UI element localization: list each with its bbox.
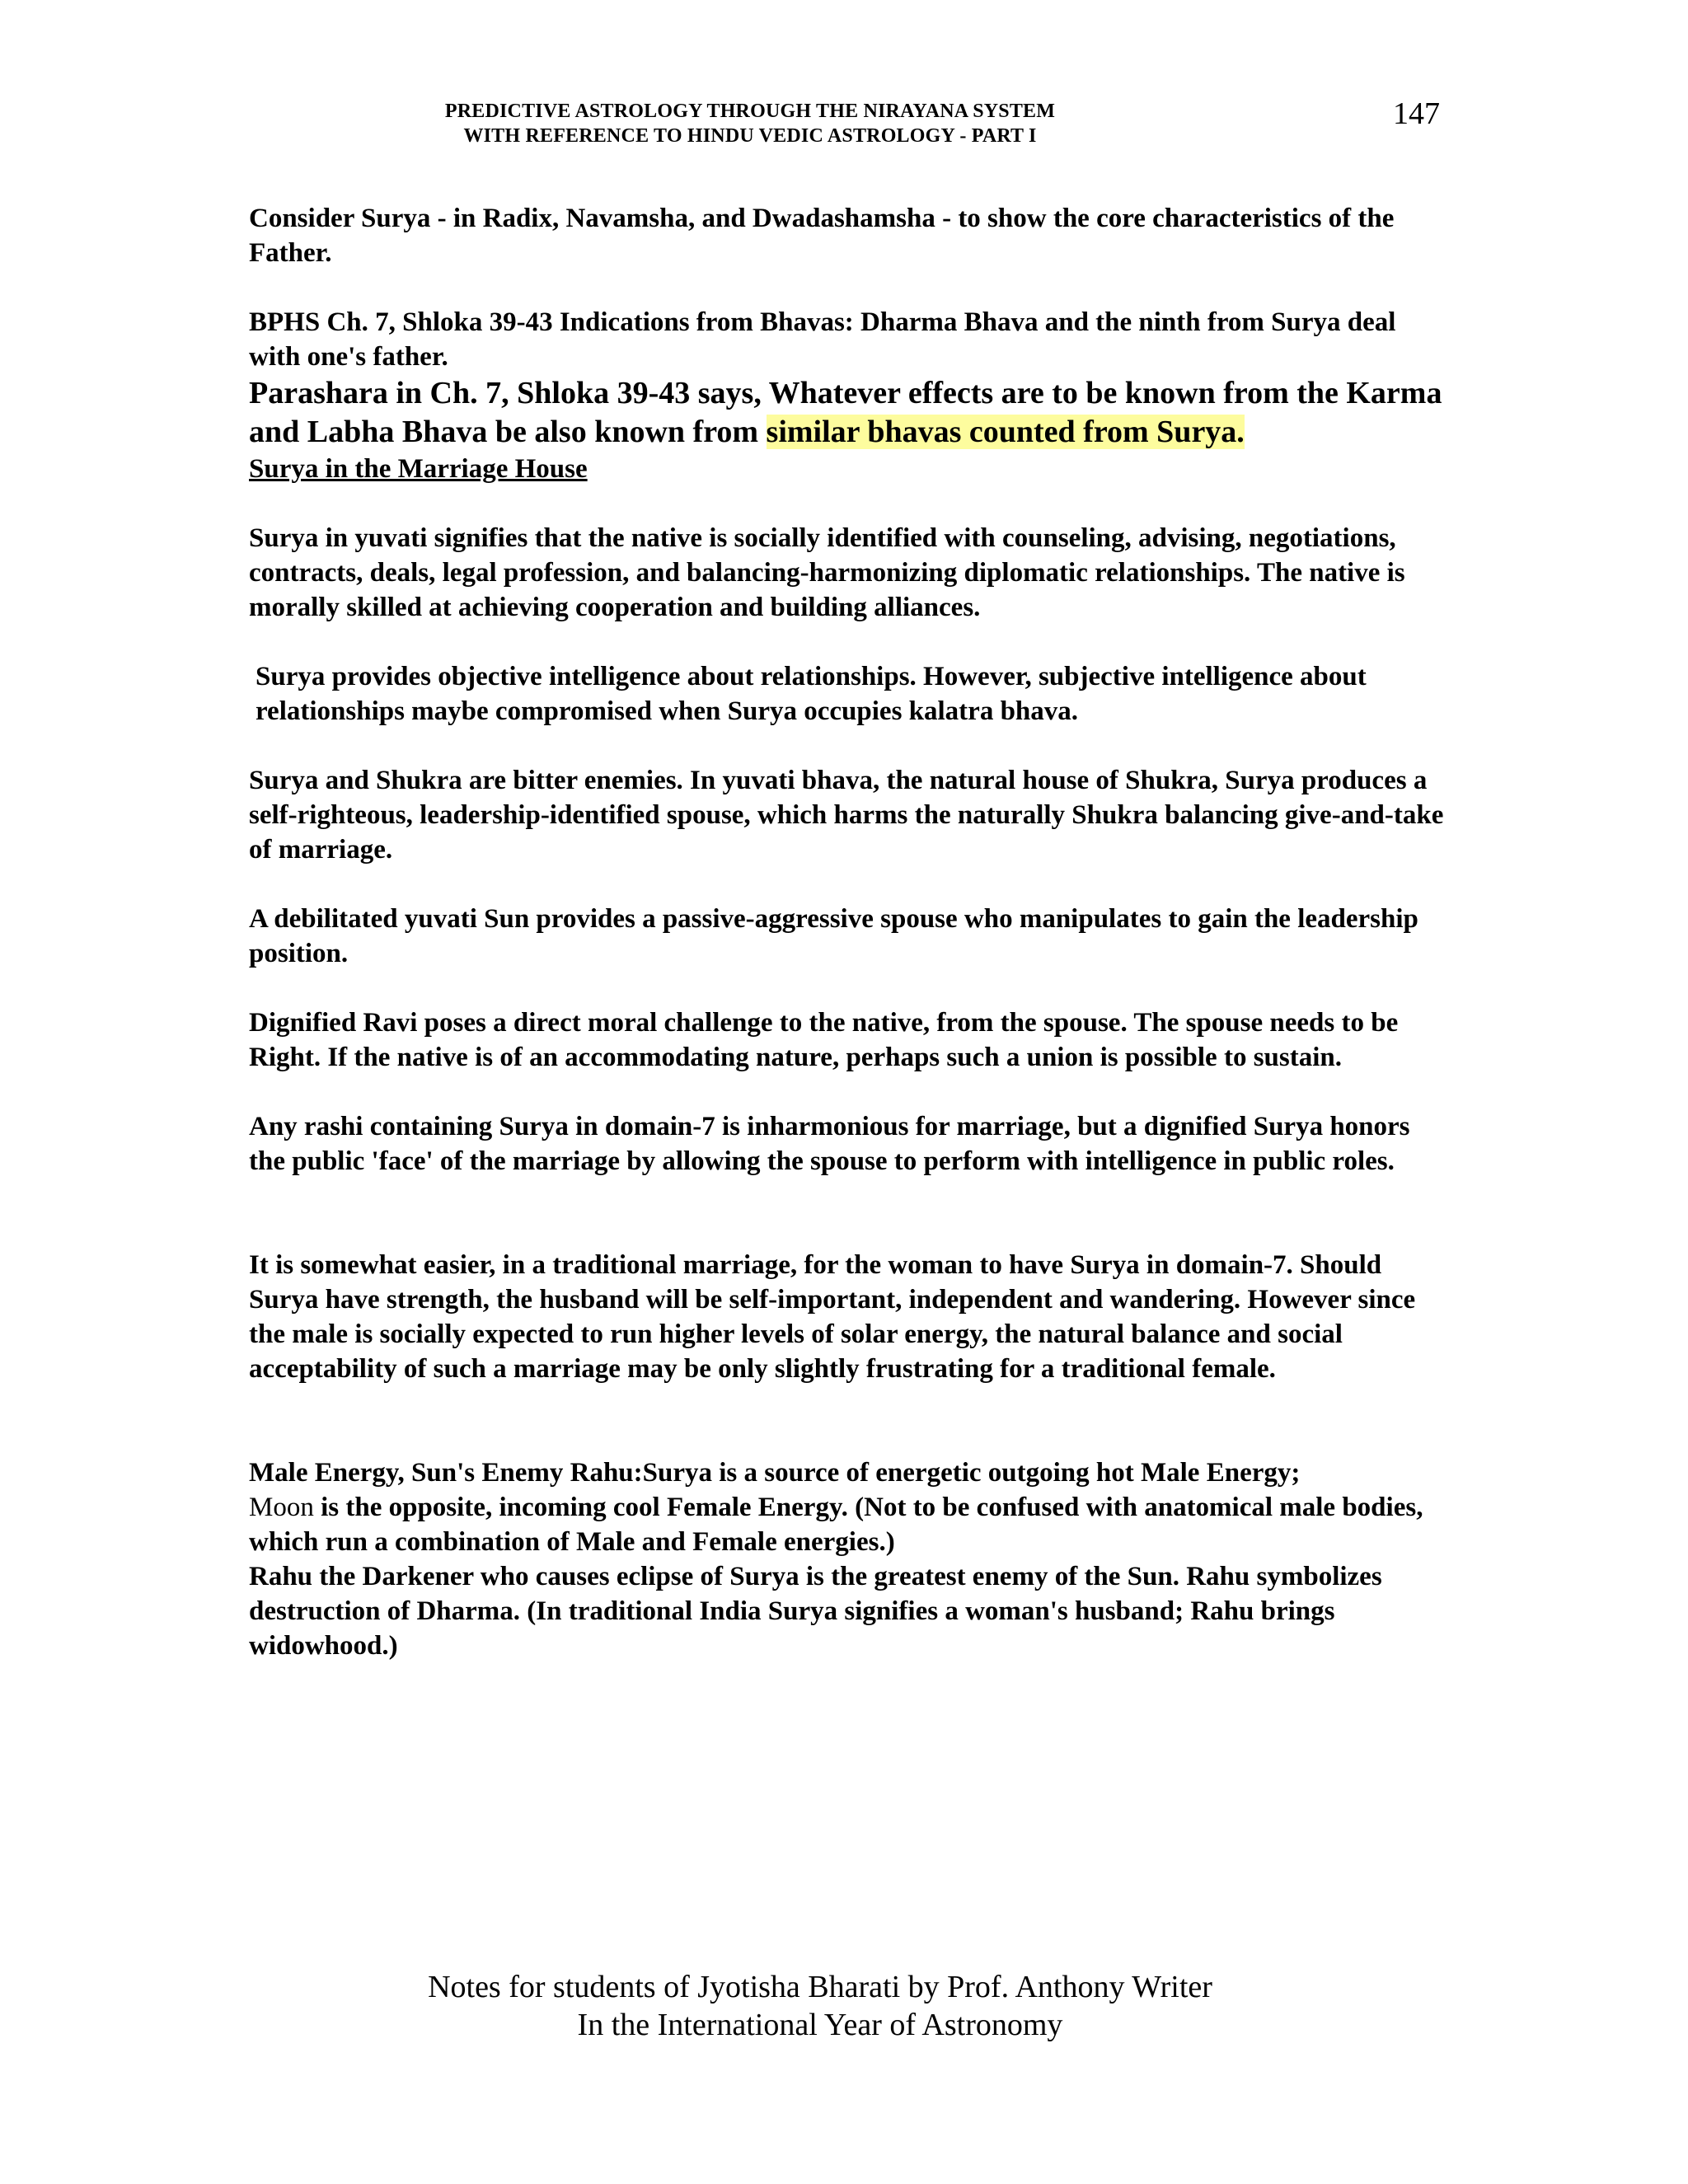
- page-footer: [247, 1968, 1393, 2044]
- highlighted-phrase: similar bhavas counted from Surya.: [766, 415, 1245, 449]
- paragraph-bphs-indications: BPHS Ch. 7, Shloka 39-43 Indications from Bhavas: Dharma Bhava and the ninth from Surya deal with one's father.: [249, 307, 1396, 372]
- header-line-2: WITH REFERENCE TO HINDU VEDIC ASTROLOGY - PART I: [463, 125, 1037, 147]
- moon-word: Moon: [249, 1493, 314, 1522]
- running-header: [330, 99, 1170, 148]
- paragraph-traditional-marriage: It is somewhat easier, in a traditional marriage, for the woman to have Surya in domain-7. Should Surya have strength, the husband will be self-important, independent and wandering. However since the male is socially expected to run higher levels of solar energy, the natural balance and social acceptability of such a marriage may be only slightly frustrating for a traditional female.: [249, 1250, 1416, 1384]
- footer-line-2: In the International Year of Astronomy: [577, 2008, 1063, 2042]
- male-energy-text: Male Energy, Sun's Enemy Rahu:Surya is a source of energetic outgoing hot Male Energy;: [249, 1458, 1301, 1488]
- header-line-1: PREDICTIVE ASTROLOGY THROUGH THE NIRAYANA SYSTEM: [444, 101, 1056, 122]
- page-number: 147: [1393, 96, 1440, 131]
- paragraph-yuvati: Surya in yuvati signifies that the native is socially identified with counseling, advising, negotiations, contracts, deals, legal profession, and balancing-harmonizing diplomatic relationships. The native is morally skilled at achieving cooperation and building alliances.: [249, 523, 1405, 622]
- parashara-quote-text: Parashara in Ch. 7, Shloka 39-43 says, Whatever effects are to be known from the Karma and Labha Bhava be also known from: [249, 376, 1442, 449]
- paragraph-debilitated-sun: A debilitated yuvati Sun provides a passive-aggressive spouse who manipulates to gain the leadership position.: [249, 904, 1418, 968]
- section-heading: Surya in the Marriage House: [249, 454, 588, 484]
- footer-line-1: Notes for students of Jyotisha Bharati by Prof. Anthony Writer: [428, 1970, 1212, 2004]
- paragraph-shukra-enemies: Surya and Shukra are bitter enemies. In yuvati bhava, the natural house of Shukra, Surya produces a self-righteous, leadership-identified spouse, which harms the naturally Shukra balancing give-and-take of marriage.: [249, 766, 1444, 865]
- paragraph-rahu-darkener: Rahu the Darkener who causes eclipse of Surya is the greatest enemy of the Sun. Rahu symbolizes destruction of Dharma. (In traditional India Surya signifies a woman's husband; Rahu brings widowhood.): [249, 1562, 1382, 1661]
- paragraph-parashara-quote: [249, 374, 1452, 452]
- page-body: [249, 201, 1452, 1663]
- paragraph-rashi-domain-7: Any rashi containing Surya in domain-7 is inharmonious for marriage, but a dignified Surya honors the public 'face' of the marriage by allowing the spouse to perform with intelligence in public roles.: [249, 1112, 1410, 1176]
- paragraph-dignified-ravi: Dignified Ravi poses a direct moral challenge to the native, from the spouse. The spouse needs to be Right. If the native is of an accommodating nature, perhaps such a union is possible to sustain.: [249, 1008, 1399, 1072]
- female-energy-text: is the opposite, incoming cool Female Energy. (Not to be confused with anatomical male bodies, which run a combination of Male and Female energies.): [249, 1493, 1423, 1557]
- paragraph-surya-father: Consider Surya - in Radix, Navamsha, and Dwadashamsha - to show the core characteristics of the Father.: [249, 204, 1395, 268]
- paragraph-objective-intelligence: Surya provides objective intelligence about relationships. However, subjective intelligence about relationships maybe compromised when Surya occupies kalatra bhava.: [256, 662, 1367, 726]
- paragraph-male-energy: [249, 1455, 1452, 1559]
